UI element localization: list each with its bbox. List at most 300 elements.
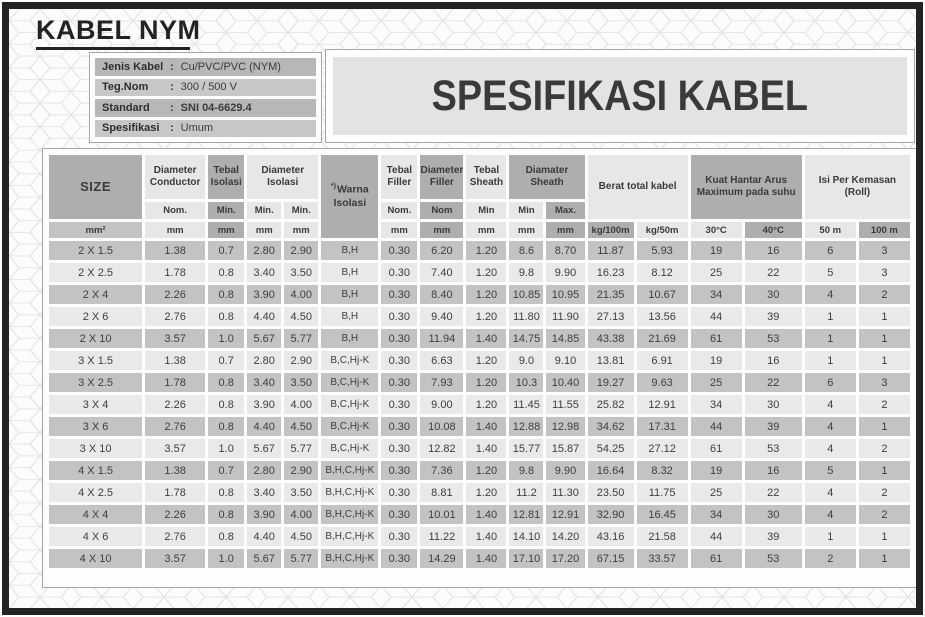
cell-tebal-isolasi-min: 1.0 xyxy=(208,549,244,568)
info-label: Teg.Nom xyxy=(102,81,149,94)
cell-diameter-conductor-nom: 1.38 xyxy=(145,351,205,370)
cell-berat-kg50m: 5.93 xyxy=(637,241,688,260)
cell-diamater-sheath-max: 9.90 xyxy=(546,263,584,282)
cell-berat-kg100m: 16.23 xyxy=(588,263,634,282)
cell-kha-30c: 19 xyxy=(691,351,742,370)
col-header-size: SIZE xyxy=(49,155,142,219)
cell-diameter-isolasi-min2: 2.90 xyxy=(284,351,318,370)
cell-diameter-filler-nom: 9.40 xyxy=(420,307,463,326)
col-header-berat-total: Berat total kabel xyxy=(588,155,688,219)
cell-berat-kg50m: 8.32 xyxy=(637,461,688,480)
cell-warna-isolasi: B,H xyxy=(321,285,378,304)
cell-tebal-isolasi-min: 0.8 xyxy=(208,527,244,546)
cell-diameter-isolasi-min1: 5.67 xyxy=(247,329,281,348)
info-colon: : xyxy=(170,60,174,73)
cell-tebal-filler-nom: 0.30 xyxy=(381,505,417,524)
cell-diameter-filler-nom: 8.40 xyxy=(420,285,463,304)
col-header-diameter-conductor: Diameter Conductor xyxy=(145,155,205,199)
cell-diamater-sheath-min: 14.10 xyxy=(509,527,543,546)
cell-tebal-filler-nom: 0.30 xyxy=(381,461,417,480)
cell-tebal-filler-nom: 0.30 xyxy=(381,527,417,546)
cell-tebal-filler-nom: 0.30 xyxy=(381,307,417,326)
cell-tebal-sheath-min: 1.20 xyxy=(466,395,506,414)
cell-tebal-sheath-min: 1.20 xyxy=(466,263,506,282)
col-header-warna-isolasi xyxy=(321,155,378,238)
cell-tebal-sheath-min: 1.20 xyxy=(466,241,506,260)
cell-diamater-sheath-min: 9.8 xyxy=(509,461,543,480)
cell-berat-kg50m: 33.57 xyxy=(637,549,688,568)
cell-diameter-conductor-nom: 2.26 xyxy=(145,395,205,414)
cell-kha-30c: 61 xyxy=(691,549,742,568)
cell-isi-100m: 1 xyxy=(859,527,910,546)
cell-diameter-conductor-nom: 1.78 xyxy=(145,483,205,502)
cell-kha-30c: 34 xyxy=(691,285,742,304)
cell-isi-50m: 2 xyxy=(805,549,856,568)
cell-diameter-isolasi-min1: 3.90 xyxy=(247,285,281,304)
cell-tebal-sheath-min: 1.40 xyxy=(466,505,506,524)
cell-size: 4 X 10 xyxy=(49,549,142,568)
unit-mm: mm xyxy=(546,222,584,238)
cell-berat-kg50m: 16.45 xyxy=(637,505,688,524)
table-row xyxy=(49,285,910,304)
cell-tebal-sheath-min: 1.40 xyxy=(466,549,506,568)
cell-diameter-isolasi-min2: 4.50 xyxy=(284,307,318,326)
cell-berat-kg100m: 11.87 xyxy=(588,241,634,260)
cell-berat-kg50m: 12.91 xyxy=(637,395,688,414)
cell-kha-40c: 16 xyxy=(745,241,802,260)
cell-tebal-filler-nom: 0.30 xyxy=(381,417,417,436)
cell-diameter-isolasi-min1: 4.40 xyxy=(247,307,281,326)
cell-berat-kg50m: 6.91 xyxy=(637,351,688,370)
cell-kha-40c: 53 xyxy=(745,439,802,458)
cell-diameter-conductor-nom: 3.57 xyxy=(145,439,205,458)
cell-kha-40c: 53 xyxy=(745,549,802,568)
cell-diamater-sheath-max: 15.87 xyxy=(546,439,584,458)
title-underline xyxy=(36,47,190,50)
cell-tebal-isolasi-min: 1.0 xyxy=(208,439,244,458)
cell-kha-30c: 44 xyxy=(691,527,742,546)
table-row xyxy=(49,329,910,348)
cell-kha-40c: 22 xyxy=(745,483,802,502)
cell-diameter-isolasi-min2: 3.50 xyxy=(284,263,318,282)
cell-diamater-sheath-max: 9.10 xyxy=(546,351,584,370)
cell-berat-kg100m: 27.13 xyxy=(588,307,634,326)
cell-diameter-conductor-nom: 2.26 xyxy=(145,505,205,524)
unit-30c: 30°C xyxy=(691,222,742,238)
cell-diameter-conductor-nom: 3.57 xyxy=(145,549,205,568)
cell-diameter-isolasi-min1: 3.40 xyxy=(247,373,281,392)
cell-warna-isolasi: B,C,Hj-K xyxy=(321,417,378,436)
spec-table xyxy=(46,152,913,571)
cell-tebal-filler-nom: 0.30 xyxy=(381,329,417,348)
cell-berat-kg50m: 21.69 xyxy=(637,329,688,348)
cell-diameter-isolasi-min1: 3.90 xyxy=(247,395,281,414)
cell-isi-50m: 1 xyxy=(805,329,856,348)
cell-diameter-conductor-nom: 3.57 xyxy=(145,329,205,348)
cell-warna-isolasi: B,H xyxy=(321,307,378,326)
cell-tebal-sheath-min: 1.40 xyxy=(466,439,506,458)
cell-tebal-filler-nom: 0.30 xyxy=(381,263,417,282)
cell-kha-30c: 19 xyxy=(691,461,742,480)
cell-kha-40c: 22 xyxy=(745,373,802,392)
cell-isi-100m: 3 xyxy=(859,263,910,282)
cell-size: 2 X 2.5 xyxy=(49,263,142,282)
cell-isi-50m: 4 xyxy=(805,395,856,414)
cell-diameter-isolasi-min1: 4.40 xyxy=(247,527,281,546)
spec-table-body xyxy=(49,241,910,568)
cell-tebal-filler-nom: 0.30 xyxy=(381,373,417,392)
cell-kha-40c: 22 xyxy=(745,263,802,282)
col-header-diamater-sheath: Diamater Sheath xyxy=(509,155,584,199)
info-value: Umum xyxy=(180,122,214,135)
cell-diameter-isolasi-min1: 3.40 xyxy=(247,483,281,502)
cell-isi-100m: 2 xyxy=(859,483,910,502)
cell-diameter-isolasi-min2: 4.00 xyxy=(284,505,318,524)
col-header-diameter-isolasi: Diameter Isolasi xyxy=(247,155,318,199)
unit-kg-50m: kg/50m xyxy=(637,222,688,238)
cell-isi-50m: 4 xyxy=(805,483,856,502)
cell-diameter-filler-nom: 12.82 xyxy=(420,439,463,458)
info-value: SNI 04-6629.4 xyxy=(180,101,252,114)
cell-tebal-isolasi-min: 0.7 xyxy=(208,461,244,480)
page-frame xyxy=(2,2,923,615)
cell-diameter-conductor-nom: 1.78 xyxy=(145,373,205,392)
cell-diamater-sheath-min: 11.2 xyxy=(509,483,543,502)
cell-berat-kg100m: 32.90 xyxy=(588,505,634,524)
cell-tebal-isolasi-min: 0.8 xyxy=(208,505,244,524)
cell-isi-100m: 1 xyxy=(859,329,910,348)
unit-mm: mm xyxy=(208,222,244,238)
cell-tebal-sheath-min: 1.20 xyxy=(466,285,506,304)
cell-diameter-conductor-nom: 2.76 xyxy=(145,527,205,546)
cell-isi-50m: 4 xyxy=(805,285,856,304)
table-row xyxy=(49,351,910,370)
info-row xyxy=(95,120,316,138)
cell-kha-40c: 39 xyxy=(745,417,802,436)
cell-diamater-sheath-min: 10.3 xyxy=(509,373,543,392)
cell-size: 3 X 10 xyxy=(49,439,142,458)
info-value: 300 / 500 V xyxy=(180,81,237,94)
page-title: KABEL NYM xyxy=(36,15,201,45)
cell-diameter-isolasi-min2: 3.50 xyxy=(284,483,318,502)
cell-diameter-filler-nom: 8.81 xyxy=(420,483,463,502)
cell-diameter-conductor-nom: 2.76 xyxy=(145,307,205,326)
cell-diameter-isolasi-min2: 2.90 xyxy=(284,461,318,480)
cell-isi-100m: 2 xyxy=(859,285,910,304)
unit-100m: 100 m xyxy=(859,222,910,238)
cell-isi-50m: 1 xyxy=(805,527,856,546)
cell-kha-40c: 16 xyxy=(745,461,802,480)
cell-isi-50m: 1 xyxy=(805,307,856,326)
cell-kha-40c: 30 xyxy=(745,505,802,524)
cell-kha-30c: 25 xyxy=(691,263,742,282)
cell-berat-kg100m: 54.25 xyxy=(588,439,634,458)
cell-diamater-sheath-max: 12.98 xyxy=(546,417,584,436)
cell-size: 4 X 1.5 xyxy=(49,461,142,480)
cell-tebal-filler-nom: 0.30 xyxy=(381,241,417,260)
info-row xyxy=(95,99,316,117)
cell-kha-30c: 61 xyxy=(691,439,742,458)
cell-tebal-sheath-min: 1.20 xyxy=(466,483,506,502)
cell-tebal-sheath-min: 1.40 xyxy=(466,417,506,436)
cell-diamater-sheath-min: 10.85 xyxy=(509,285,543,304)
info-row xyxy=(95,58,316,76)
cell-tebal-filler-nom: 0.30 xyxy=(381,439,417,458)
cell-berat-kg50m: 11.75 xyxy=(637,483,688,502)
warna-isolasi-label: Warna Isolasi xyxy=(333,183,369,209)
cell-warna-isolasi: B,H,C,Hj-K xyxy=(321,505,378,524)
unit-50m: 50 m xyxy=(805,222,856,238)
cell-diamater-sheath-min: 11.80 xyxy=(509,307,543,326)
cell-isi-50m: 6 xyxy=(805,241,856,260)
cell-kha-40c: 30 xyxy=(745,285,802,304)
cell-berat-kg50m: 9.63 xyxy=(637,373,688,392)
cell-diamater-sheath-max: 11.55 xyxy=(546,395,584,414)
cell-berat-kg100m: 16.64 xyxy=(588,461,634,480)
cell-diameter-conductor-nom: 1.78 xyxy=(145,263,205,282)
cell-diameter-filler-nom: 11.94 xyxy=(420,329,463,348)
cell-berat-kg100m: 43.16 xyxy=(588,527,634,546)
cell-kha-30c: 25 xyxy=(691,373,742,392)
col-header-tebal-isolasi: Tebal Isolasi xyxy=(208,155,244,199)
unit-mm: mm xyxy=(247,222,281,238)
table-row xyxy=(49,395,910,414)
cell-diameter-isolasi-min1: 3.40 xyxy=(247,263,281,282)
cell-diameter-conductor-nom: 2.26 xyxy=(145,285,205,304)
cell-isi-50m: 4 xyxy=(805,417,856,436)
cell-kha-30c: 44 xyxy=(691,417,742,436)
table-row xyxy=(49,241,910,260)
cell-tebal-isolasi-min: 0.8 xyxy=(208,285,244,304)
cell-size: 2 X 4 xyxy=(49,285,142,304)
col-header-isi-per-kemasan: Isi Per Kemasan (Roll) xyxy=(805,155,910,219)
cell-tebal-isolasi-min: 0.7 xyxy=(208,351,244,370)
cell-diameter-isolasi-min2: 5.77 xyxy=(284,329,318,348)
cell-size: 3 X 2.5 xyxy=(49,373,142,392)
cell-size: 4 X 6 xyxy=(49,527,142,546)
unit-mm: mm xyxy=(420,222,463,238)
cell-tebal-filler-nom: 0.30 xyxy=(381,395,417,414)
cell-berat-kg100m: 25.82 xyxy=(588,395,634,414)
unit-mm: mm xyxy=(145,222,205,238)
sub-header-isolasi-min: Min. xyxy=(208,202,244,219)
cell-berat-kg50m: 27.12 xyxy=(637,439,688,458)
cell-diamater-sheath-max: 14.20 xyxy=(546,527,584,546)
cell-diamater-sheath-min: 9.8 xyxy=(509,263,543,282)
spec-banner-title: SPESIFIKASI KABEL xyxy=(431,71,809,120)
cell-kha-40c: 53 xyxy=(745,329,802,348)
cell-tebal-filler-nom: 0.30 xyxy=(381,483,417,502)
cell-diamater-sheath-min: 12.88 xyxy=(509,417,543,436)
cell-isi-100m: 2 xyxy=(859,505,910,524)
cell-isi-50m: 5 xyxy=(805,263,856,282)
cell-diamater-sheath-max: 17.20 xyxy=(546,549,584,568)
unit-mm: mm xyxy=(284,222,318,238)
cell-diameter-filler-nom: 10.01 xyxy=(420,505,463,524)
cell-isi-100m: 2 xyxy=(859,439,910,458)
cell-kha-30c: 19 xyxy=(691,241,742,260)
info-value: Cu/PVC/PVC (NYM) xyxy=(180,60,281,73)
cell-diameter-isolasi-min2: 4.00 xyxy=(284,395,318,414)
cell-berat-kg50m: 21.58 xyxy=(637,527,688,546)
unit-size-mm2: mm² xyxy=(49,222,142,238)
cell-diameter-isolasi-min1: 4.40 xyxy=(247,417,281,436)
cell-diameter-isolasi-min1: 2.80 xyxy=(247,351,281,370)
cell-size: 3 X 6 xyxy=(49,417,142,436)
unit-mm: mm xyxy=(381,222,417,238)
sub-header-diameter-isolasi-min2: Min. xyxy=(284,202,318,219)
cell-warna-isolasi: B,C,Hj-K xyxy=(321,395,378,414)
sub-header-diameter-filler-nom: Nom xyxy=(420,202,463,219)
cell-diameter-isolasi-min2: 3.50 xyxy=(284,373,318,392)
cable-info-panel xyxy=(89,52,322,143)
cell-diameter-isolasi-min1: 2.80 xyxy=(247,461,281,480)
cell-diameter-filler-nom: 6.63 xyxy=(420,351,463,370)
col-header-kuat-hantar: Kuat Hantar Arus Maximum pada suhu xyxy=(691,155,802,219)
cell-diamater-sheath-max: 10.40 xyxy=(546,373,584,392)
cell-tebal-isolasi-min: 0.8 xyxy=(208,307,244,326)
cell-kha-40c: 30 xyxy=(745,395,802,414)
cell-warna-isolasi: B,H,C,Hj-K xyxy=(321,549,378,568)
table-row xyxy=(49,417,910,436)
spec-table-panel xyxy=(42,148,917,588)
table-row xyxy=(49,439,910,458)
cell-warna-isolasi: B,H xyxy=(321,329,378,348)
cell-diameter-filler-nom: 7.40 xyxy=(420,263,463,282)
cell-tebal-filler-nom: 0.30 xyxy=(381,549,417,568)
cell-diameter-filler-nom: 7.36 xyxy=(420,461,463,480)
cell-isi-100m: 1 xyxy=(859,351,910,370)
cell-isi-50m: 1 xyxy=(805,351,856,370)
cell-size: 2 X 6 xyxy=(49,307,142,326)
cell-diameter-isolasi-min1: 2.80 xyxy=(247,241,281,260)
cell-berat-kg100m: 13.81 xyxy=(588,351,634,370)
info-label: Standard xyxy=(102,101,150,114)
cell-diameter-isolasi-min2: 4.00 xyxy=(284,285,318,304)
cell-tebal-sheath-min: 1.20 xyxy=(466,351,506,370)
cell-kha-40c: 39 xyxy=(745,527,802,546)
cell-isi-50m: 4 xyxy=(805,439,856,458)
cell-isi-100m: 2 xyxy=(859,395,910,414)
cell-berat-kg50m: 13.56 xyxy=(637,307,688,326)
table-row xyxy=(49,307,910,326)
cell-diamater-sheath-max: 12.91 xyxy=(546,505,584,524)
info-colon: : xyxy=(170,81,174,94)
cell-kha-30c: 61 xyxy=(691,329,742,348)
cell-tebal-filler-nom: 0.30 xyxy=(381,351,417,370)
sub-header-sheath-min: Min xyxy=(466,202,506,219)
cell-tebal-sheath-min: 1.20 xyxy=(466,307,506,326)
cell-diameter-isolasi-min2: 4.50 xyxy=(284,527,318,546)
cell-size: 2 X 10 xyxy=(49,329,142,348)
cell-tebal-sheath-min: 1.20 xyxy=(466,373,506,392)
cell-berat-kg50m: 8.12 xyxy=(637,263,688,282)
spec-banner-box xyxy=(333,57,907,135)
info-label: Jenis Kabel xyxy=(102,60,164,73)
cell-diamater-sheath-max: 10.95 xyxy=(546,285,584,304)
cell-diameter-filler-nom: 14.29 xyxy=(420,549,463,568)
table-row xyxy=(49,483,910,502)
cell-isi-100m: 1 xyxy=(859,461,910,480)
cell-berat-kg100m: 43.38 xyxy=(588,329,634,348)
cell-warna-isolasi: B,H,C,Hj-K xyxy=(321,527,378,546)
cell-tebal-isolasi-min: 0.8 xyxy=(208,373,244,392)
cell-kha-30c: 34 xyxy=(691,395,742,414)
cell-diamater-sheath-min: 14.75 xyxy=(509,329,543,348)
cell-diamater-sheath-max: 9.90 xyxy=(546,461,584,480)
cell-warna-isolasi: B,H,C,Hj-K xyxy=(321,461,378,480)
cell-berat-kg100m: 67.15 xyxy=(588,549,634,568)
cell-berat-kg50m: 10.67 xyxy=(637,285,688,304)
cell-tebal-sheath-min: 1.40 xyxy=(466,329,506,348)
footnote-marker: *) xyxy=(330,183,336,191)
cell-isi-50m: 4 xyxy=(805,505,856,524)
cell-kha-40c: 39 xyxy=(745,307,802,326)
cell-warna-isolasi: B,C,Hj-K xyxy=(321,351,378,370)
unit-mm: mm xyxy=(466,222,506,238)
cell-diameter-filler-nom: 6.20 xyxy=(420,241,463,260)
cell-size: 2 X 1.5 xyxy=(49,241,142,260)
sub-header-diamater-sheath-max: Max. xyxy=(546,202,584,219)
info-label: Spesifikasi xyxy=(102,122,160,135)
cell-diameter-conductor-nom: 1.38 xyxy=(145,461,205,480)
table-row xyxy=(49,373,910,392)
unit-40c: 40°C xyxy=(745,222,802,238)
cell-diamater-sheath-max: 14.85 xyxy=(546,329,584,348)
cell-tebal-isolasi-min: 0.8 xyxy=(208,263,244,282)
cell-diameter-isolasi-min2: 2.90 xyxy=(284,241,318,260)
table-row xyxy=(49,263,910,282)
info-colon: : xyxy=(170,122,174,135)
cell-diamater-sheath-max: 11.90 xyxy=(546,307,584,326)
info-colon: : xyxy=(170,101,174,114)
cell-diameter-isolasi-min1: 5.67 xyxy=(247,549,281,568)
sub-header-conductor-nom: Nom. xyxy=(145,202,205,219)
cell-warna-isolasi: B,C,Hj-K xyxy=(321,439,378,458)
cell-isi-50m: 5 xyxy=(805,461,856,480)
cell-berat-kg100m: 19.27 xyxy=(588,373,634,392)
info-row xyxy=(95,79,316,97)
unit-mm: mm xyxy=(509,222,543,238)
table-row xyxy=(49,505,910,524)
table-row xyxy=(49,527,910,546)
sub-header-diameter-isolasi-min1: Min. xyxy=(247,202,281,219)
cell-tebal-isolasi-min: 0.7 xyxy=(208,241,244,260)
cell-berat-kg100m: 21.35 xyxy=(588,285,634,304)
cell-diameter-filler-nom: 10.08 xyxy=(420,417,463,436)
cell-warna-isolasi: B,H,C,Hj-K xyxy=(321,483,378,502)
sub-header-filler-nom: Nom. xyxy=(381,202,417,219)
cell-diameter-isolasi-min2: 5.77 xyxy=(284,549,318,568)
cell-diamater-sheath-min: 15.77 xyxy=(509,439,543,458)
cell-kha-30c: 34 xyxy=(691,505,742,524)
cell-isi-100m: 3 xyxy=(859,373,910,392)
cell-diameter-isolasi-min1: 3.90 xyxy=(247,505,281,524)
spec-banner xyxy=(325,49,915,143)
table-row xyxy=(49,549,910,568)
cell-diameter-isolasi-min2: 4.50 xyxy=(284,417,318,436)
cell-isi-100m: 1 xyxy=(859,549,910,568)
cell-diamater-sheath-min: 12.81 xyxy=(509,505,543,524)
col-header-diameter-filler: Diameter Filler xyxy=(420,155,463,199)
cell-diameter-filler-nom: 7.93 xyxy=(420,373,463,392)
cell-isi-100m: 1 xyxy=(859,417,910,436)
cell-diamater-sheath-min: 11.45 xyxy=(509,395,543,414)
cell-size: 4 X 4 xyxy=(49,505,142,524)
cell-diamater-sheath-max: 8.70 xyxy=(546,241,584,260)
cell-diameter-conductor-nom: 1.38 xyxy=(145,241,205,260)
cell-size: 3 X 1.5 xyxy=(49,351,142,370)
